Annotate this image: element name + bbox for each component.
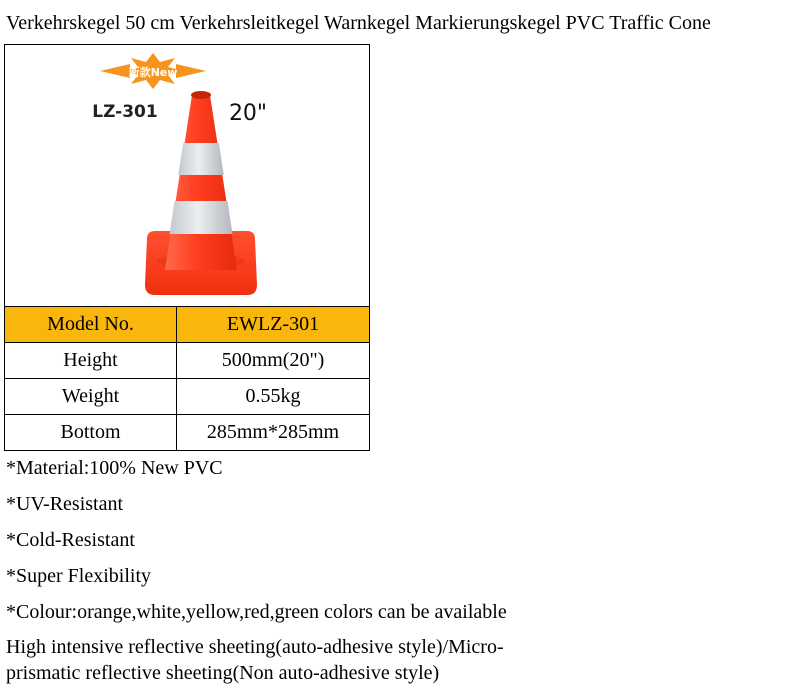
spec-label-model: Model No. xyxy=(5,307,177,343)
spec-label-height: Height xyxy=(5,343,177,379)
spec-value-bottom: 285mm*285mm xyxy=(177,415,370,451)
feature-colour: *Colour:orange,white,yellow,red,green colors can be available xyxy=(6,601,507,623)
spec-row-weight xyxy=(5,379,370,415)
feature-uv-resistant: *UV-Resistant xyxy=(6,493,124,515)
spec-value-model: EWLZ-301 xyxy=(177,307,370,343)
spec-value-height: 500mm(20") xyxy=(177,343,370,379)
feature-cold-resistant: *Cold-Resistant xyxy=(6,529,135,551)
spec-label-weight: Weight xyxy=(5,379,177,415)
feature-flexibility: *Super Flexibility xyxy=(6,565,151,587)
spec-row-bottom xyxy=(5,415,370,451)
page-title: Verkehrskegel 50 cm Verkehrsleitkegel Warnkegel Markierungskegel PVC Traffic Cone xyxy=(6,12,711,34)
spec-label-bottom: Bottom xyxy=(5,415,177,451)
spec-value-weight: 0.55kg xyxy=(177,379,370,415)
feature-list xyxy=(6,452,507,632)
reflective-sheeting-description: High intensive reflective sheeting(auto-adhesive style)/Micro-prismatic reflective sheeting(Non auto-adhesive style) xyxy=(6,636,504,684)
product-image xyxy=(4,44,370,306)
model-label: LZ-301 xyxy=(92,102,158,122)
badge-text: 新款New xyxy=(128,66,178,79)
feature-material: *Material:100% New PVC xyxy=(6,457,223,479)
size-label: 20" xyxy=(228,101,268,126)
spec-table xyxy=(4,306,370,451)
new-badge xyxy=(100,53,206,89)
spec-table-header-row xyxy=(5,307,370,343)
traffic-cone-illustration xyxy=(5,45,369,306)
spec-row-height xyxy=(5,343,370,379)
